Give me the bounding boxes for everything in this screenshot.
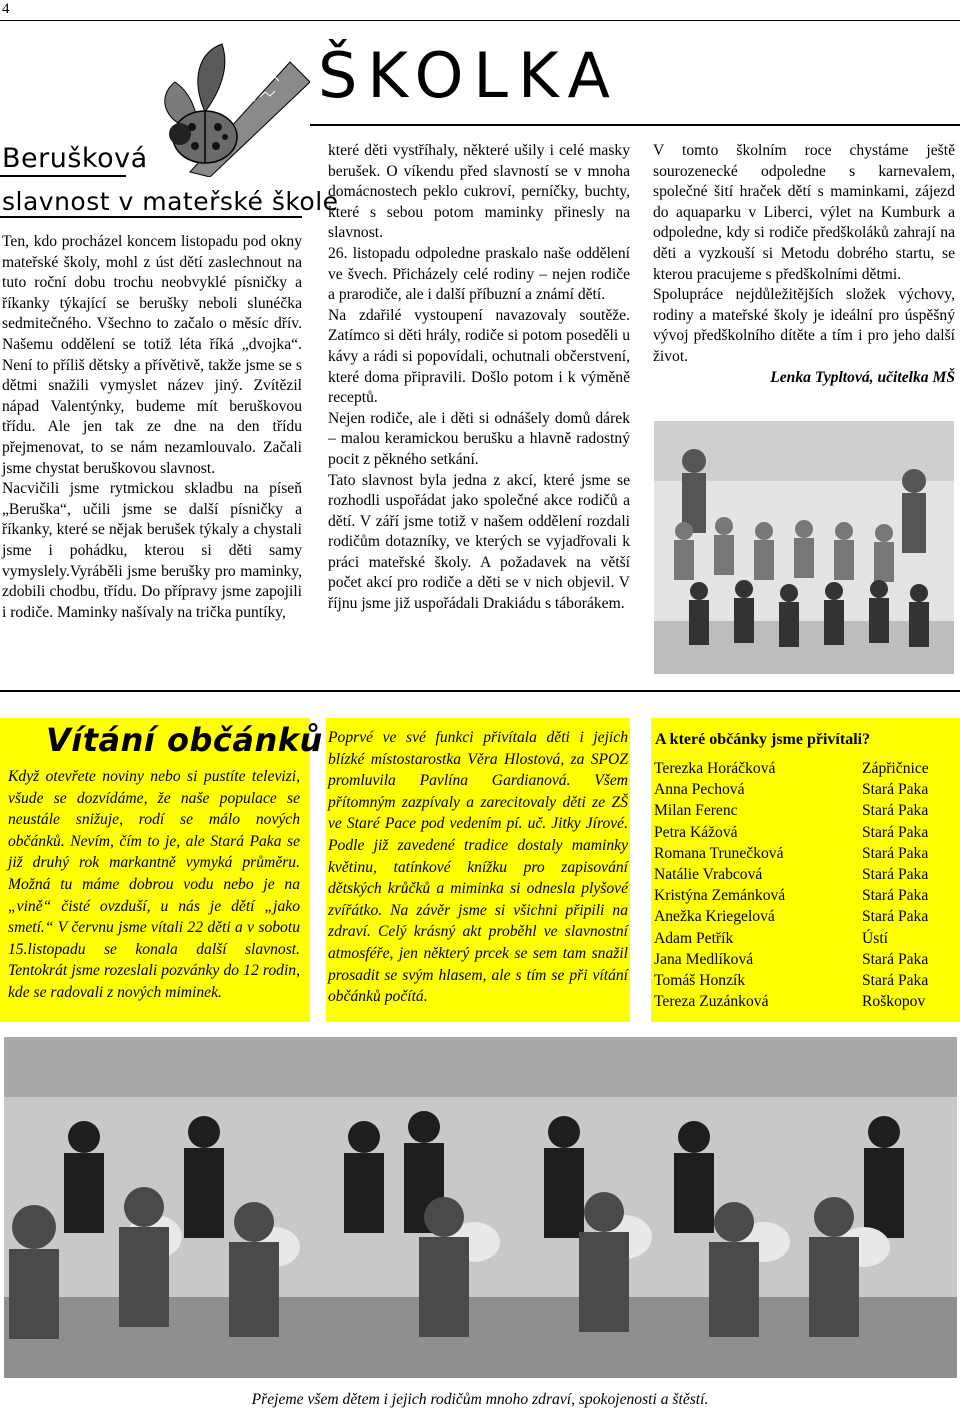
child-place: Stará Paka bbox=[862, 908, 929, 926]
welcome-column-1: Když otevřete noviny nebo si pustíte televizi, všude se dozvídáme, že naše populace se neustále snižuje, rodí se málo nových občánků. Nevím, čím to je, ale Stará Paka se již druhý rok markantně vymyká průměru. Možná tu máme dobrou vodu nebo je na „vině“ čisté ovzduší, u nás je dětí „jako smetí.“ V červnu jsme vítali 22 děti a v sobotu 15.listopadu se konala další slavnost. Tentokrát jsme rozeslali pozvánky do 12 rodin, kde se radovali z nových miminek. bbox=[8, 768, 300, 1001]
child-name: Kristýna Zemánková bbox=[654, 887, 786, 905]
child-place: Stará Paka bbox=[862, 823, 929, 841]
paragraph: Nacvičili jsme rytmickou skladbu na píseň „Beruška“, učili jsme se další písničky a říkanky, které se nějak berušek týkaly a chystali jsme i pohádku, kterou si děti samy vymyslely.Vyráběli jsme berušky pro maminky, zdobili chodbu, třídu. Do přípravy jsme zapojili i rodiče. Maminky našívaly na trička puntíky, bbox=[2, 480, 302, 621]
top-rule bbox=[0, 20, 960, 21]
paragraph: Nejen rodiče, ale i děti si odnášely domů dárek – malou keramickou berušku a hlavně radostný pocit z pěkného setkání. bbox=[328, 409, 630, 468]
child-place: Stará Paka bbox=[862, 887, 929, 905]
child-row bbox=[654, 928, 929, 949]
child-row bbox=[654, 970, 929, 991]
child-place: Stará Paka bbox=[862, 802, 929, 820]
child-name: Tomáš Honzík bbox=[654, 972, 746, 990]
child-row bbox=[654, 758, 929, 779]
child-row bbox=[654, 864, 929, 885]
kindergarten-group-photo bbox=[654, 421, 954, 674]
article-title-line2: slavnost v mateřské škole bbox=[2, 187, 339, 216]
article1-column-1 bbox=[2, 232, 302, 623]
child-place: Zápřičnice bbox=[862, 760, 929, 777]
child-place: Stará Paka bbox=[862, 972, 929, 990]
child-name: Jana Medlíková bbox=[654, 950, 754, 968]
children-list bbox=[654, 758, 929, 1012]
child-place: Stará Paka bbox=[862, 866, 929, 884]
child-name: Romana Trunečková bbox=[654, 844, 784, 862]
paragraph: které děti vystříhaly, některé ušily i celé masky berušek. O víkendu před slavností se v mnoha domácnostech peklo cukroví, perníčky, buchty, které s sebou potom maminky přinesly na slavnost. bbox=[328, 142, 630, 242]
masthead-rule bbox=[310, 124, 960, 126]
child-place: Stará Paka bbox=[862, 781, 929, 799]
article1-column-3 bbox=[653, 141, 955, 388]
section-divider bbox=[0, 690, 960, 692]
child-row bbox=[654, 906, 929, 927]
child-name: Petra Kážová bbox=[654, 823, 738, 841]
title-underline-2 bbox=[0, 216, 302, 218]
paragraph: Tato slavnost byla jedna z akcí, které jsme se rozhodli uspořádat jako společné akce rodičů a dětí. V září jsme totiž v našem oddělení rozdali rodičům dotazníky, ve kterých se vyjadřovali k práci mateřské školy. A požadavek na větší počet akcí pro rodiče a děti se v nich objevil. V říjnu jsme již uspořádali Drakiádu s táborákem. bbox=[328, 471, 630, 613]
child-name: Adam Petřík bbox=[654, 929, 734, 947]
child-row bbox=[654, 885, 929, 906]
paragraph: 26. listopadu odpoledne praskalo naše oddělení ve švech. Přicházely celé rodiny – nejen rodiče a prarodiče, ale i další příbuzní a známí dětí. bbox=[328, 244, 630, 304]
signature: Lenka Typltová, učitelka MŠ bbox=[770, 368, 955, 386]
child-row bbox=[654, 800, 929, 821]
child-row bbox=[654, 779, 929, 800]
child-name: Milan Ferenc bbox=[654, 802, 738, 820]
article-title-line1: Berušková bbox=[2, 143, 148, 174]
article1-column-2 bbox=[328, 141, 630, 615]
child-row bbox=[654, 843, 929, 864]
paragraph: Na zdařilé vystoupení navazovaly soutěže. Zatímco si děti hrály, rodiče si potom poseděli u kávy a rádi si popovídali, ochutnali občerstvení, které doma připravili. Došlo potom i k výměně receptů. bbox=[328, 306, 630, 407]
paragraph: V tomto školním roce chystáme ještě sourozenecké odpoledne s karnevalem, společné šití hraček dětí s maminkami, zájezd do aquaparku v Liberci, výlet na Kumburk a odpoledne, kdy si rodiče předškoláků zahrají na děti a vyzkouší si Metodu dobrého startu, se kterou pracujeme s předškolními dětmi. bbox=[653, 142, 955, 283]
welcome-title: Vítání občánků bbox=[46, 721, 323, 759]
child-name: Tereza Zuzánková bbox=[654, 993, 769, 1011]
photo-caption: Přejeme všem dětem i jejich rodičům mnoho zdraví, spokojenosti a štěstí. bbox=[251, 1391, 709, 1408]
child-place: Stará Paka bbox=[862, 844, 929, 862]
child-name: Anna Pechová bbox=[654, 781, 745, 799]
child-row bbox=[654, 949, 929, 970]
child-place: Ústí bbox=[862, 929, 888, 947]
child-name: Terezka Horáčková bbox=[654, 760, 776, 777]
paragraph: Spolupráce nejdůležitějších složek výchovy, rodiny a mateřské školy je ideální pro úspěšný vývoj předškolního dítěte a tím i pro jeho další život. bbox=[653, 286, 955, 365]
child-row bbox=[654, 991, 929, 1012]
child-row bbox=[654, 822, 929, 843]
paragraph: Ten, kdo procházel koncem listopadu pod okny mateřské školy, mohl z úst dětí zaslechnout na tuto roční dobu trochu neobvyklé písničky a říkanky týkající se berušky neboli slunéčka sedmitečného. Všechno to začalo o měsíc dřív. Našemu oddělení se totiž léta říká „dvojka“. Není to příliš dětsky a přívětivě, takže jsme se s dětmi snažili vymyslet název jiný. Zvítězil nápad Valentýnky, budeme mít beruškovou třídu. Ale jen tak ze dne na den třídu přejmenovat, to se nám nezamlouvalo. Začali jsme chystat beruškovou slavnost. bbox=[2, 233, 302, 477]
child-name: Natálie Vrabcová bbox=[654, 866, 763, 884]
page-number: 4 bbox=[2, 1, 10, 17]
masthead-title: ŠKOLKA bbox=[318, 39, 620, 112]
title-underline-1 bbox=[0, 175, 126, 177]
child-place: Roškopov bbox=[862, 993, 926, 1011]
child-name: Anežka Kriegelová bbox=[654, 908, 775, 926]
ladybug-illustration bbox=[150, 42, 310, 177]
children-list-title: A které občánky jsme přivítali? bbox=[655, 731, 871, 748]
baby-welcome-photo bbox=[4, 1037, 957, 1378]
welcome-column-2: Poprvé ve své funkci přivítala děti i jejich blízké místostarostka Věra Hlostová, za SPOZ promluvila Pavlína Gardianová. Všem přítomným zazpívaly a zarecitovaly děti ze ZŠ ve Staré Pace pod vedením pí. uč. Jitky Jírové. Podle již zavedené tradice dostaly maminky květinu, tatínkové knížku pro zapisování dětských krůčků a miminka si odnesla plyšové zvířátko. Na závěr jsme si všichni připili na zdraví. Celý krásný akt proběhl ve slavnostní atmosféře, jen některý prcek se sem tam snažil prosadit se svým hlasem, ale s tím se při vítání občánků počítá. bbox=[328, 729, 628, 1006]
child-place: Stará Paka bbox=[862, 950, 929, 968]
